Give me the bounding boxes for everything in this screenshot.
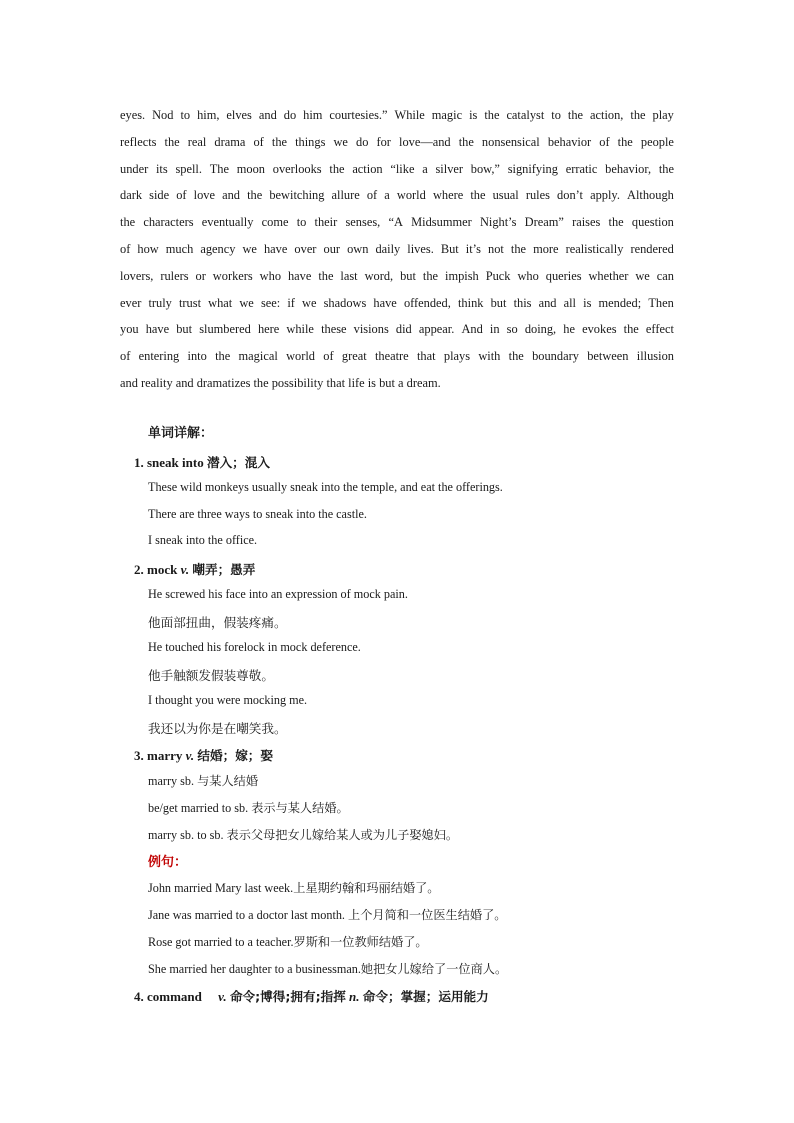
word: all <box>563 295 576 310</box>
word: last <box>340 268 358 283</box>
word: see: <box>260 295 281 310</box>
word: queries <box>545 268 582 283</box>
word: over <box>294 241 317 256</box>
word: the <box>120 215 136 230</box>
word: theatre <box>374 349 409 364</box>
word: reflects <box>120 134 157 149</box>
word: realistically <box>565 241 624 256</box>
word: not <box>488 241 504 256</box>
word: more <box>533 241 559 256</box>
word: things <box>295 134 326 149</box>
word: entering <box>138 349 180 364</box>
word: much <box>165 241 194 256</box>
example-translation: 他手触额发假装尊敬。 <box>148 668 274 683</box>
word: own <box>347 241 369 256</box>
word: elves <box>226 108 252 122</box>
word: shadows <box>323 295 367 310</box>
word: the <box>329 161 345 176</box>
word: and <box>538 295 557 310</box>
word: think <box>457 295 484 310</box>
entry-meaning: 潜入；混入 <box>206 455 270 470</box>
word: or <box>195 268 206 283</box>
example-sentence: John married Mary last week.上星期约翰和玛丽结婚了。 <box>148 881 440 895</box>
vocab-entry-heading <box>134 745 273 764</box>
word: the <box>470 188 486 203</box>
word: our <box>323 241 341 256</box>
word: the <box>422 268 439 283</box>
word: what <box>208 295 233 310</box>
body-paragraph <box>120 102 674 397</box>
word: we <box>635 268 650 283</box>
word: workers <box>212 268 253 283</box>
word: don’t <box>557 188 583 203</box>
word: spell. <box>175 161 202 176</box>
word: “like <box>390 161 415 176</box>
paragraph-line <box>120 236 674 263</box>
word: have <box>373 295 397 310</box>
word: can <box>656 268 674 283</box>
entry-number: 3. <box>134 748 144 763</box>
word: behavior, <box>605 161 652 176</box>
entry-word: command <box>147 989 202 1004</box>
word: the <box>215 349 231 364</box>
word: of <box>599 134 610 149</box>
word: have <box>263 241 288 256</box>
word: do <box>356 134 369 149</box>
word: here <box>257 322 280 337</box>
paragraph-line <box>120 129 674 156</box>
example-sentence: I sneak into the office. <box>148 533 258 547</box>
word: for <box>376 134 391 149</box>
word: Midsummer <box>411 215 472 230</box>
word: great <box>341 349 367 364</box>
entry-number: 4. <box>134 989 144 1004</box>
example-sentence: He screwed his face into an expression of mock pain. <box>148 587 408 601</box>
word: “A <box>388 215 403 230</box>
word: have <box>287 268 312 283</box>
word: Dream” <box>524 215 564 230</box>
word: boundary <box>532 349 579 364</box>
example-label: 例句： <box>148 855 188 870</box>
word: while <box>286 322 314 337</box>
word: the <box>458 134 474 149</box>
word: people <box>640 134 674 149</box>
word: these <box>321 322 347 337</box>
vocab-entry-heading <box>134 452 270 471</box>
word: under <box>120 161 149 176</box>
word: the <box>567 108 584 122</box>
word: in <box>489 322 500 337</box>
word: the <box>271 134 288 149</box>
word: come <box>261 215 289 230</box>
word: Puck <box>485 268 511 283</box>
word: a <box>422 161 428 176</box>
word: it’s <box>465 241 481 256</box>
example-sentence: She married her daughter to a businessman.她把女儿嫁给了一位商人。 <box>148 962 508 976</box>
example-translation: 我还以为你是在嘲笑我。 <box>148 721 287 736</box>
word: action, <box>590 108 624 122</box>
word: he <box>563 322 575 337</box>
entry-word: sneak into <box>147 455 204 470</box>
entry-meaning: 嘲弄；愚弄 <box>192 562 256 577</box>
word: into <box>187 349 207 364</box>
entry-pos-2: n. <box>349 989 360 1004</box>
word: truly <box>148 295 172 310</box>
word: the <box>164 134 180 149</box>
word: rules <box>525 188 550 203</box>
word: Night’s <box>479 215 517 230</box>
word: daily <box>375 241 401 256</box>
word: mended; <box>598 295 642 310</box>
paragraph-line <box>120 263 674 290</box>
word: of <box>323 349 334 364</box>
entry-meaning: 结婚；嫁；娶 <box>197 748 273 763</box>
word: how <box>137 241 159 256</box>
word: but <box>490 295 507 310</box>
example-sentence: He touched his forelock in mock deference. <box>148 640 361 654</box>
word: erratic <box>565 161 598 176</box>
word: world <box>286 349 315 364</box>
word: to <box>180 108 191 122</box>
paragraph-line <box>120 316 674 343</box>
word: play <box>652 108 674 122</box>
word: the <box>630 108 646 122</box>
word: the <box>617 134 633 149</box>
word: him, <box>197 108 220 122</box>
example-sentence: There are three ways to sneak into the castle. <box>148 507 367 521</box>
word: the <box>484 108 500 122</box>
word: the <box>623 322 639 337</box>
entry-pos: v. <box>218 989 227 1004</box>
word: the <box>318 268 334 283</box>
word: bow,” <box>470 161 500 176</box>
paragraph-line <box>120 209 674 236</box>
word: have <box>145 322 170 337</box>
word: eventually <box>201 215 254 230</box>
word: so <box>506 322 518 337</box>
word: side <box>149 188 170 203</box>
word: question <box>631 215 674 230</box>
word: world <box>396 188 426 203</box>
word: do <box>283 108 297 122</box>
word: the <box>508 349 524 364</box>
usage-line: marry sb. 与某人结婚 <box>148 774 259 788</box>
word: between <box>587 349 629 364</box>
word: drama <box>214 134 246 149</box>
word: silver <box>435 161 464 176</box>
word: word, <box>364 268 394 283</box>
paragraph-line-last: and reality and dramatizes the possibility that life is but a dream. <box>120 375 441 390</box>
word: real <box>187 134 207 149</box>
word: visions <box>353 322 389 337</box>
word: senses, <box>345 215 381 230</box>
word: whether <box>588 268 629 283</box>
usage-line: be/get married to sb. 表示与某人结婚。 <box>148 801 349 815</box>
word: love—and <box>399 134 451 149</box>
word: offended, <box>403 295 451 310</box>
word: moon <box>236 161 265 176</box>
word: their <box>314 215 338 230</box>
word: Although <box>627 188 674 203</box>
word: characters <box>143 215 194 230</box>
word: behavior <box>547 134 592 149</box>
word: Then <box>648 295 674 310</box>
usage-line: marry sb. to sb. 表示父母把女儿嫁给某人或为儿子娶媳妇。 <box>148 828 459 842</box>
paragraph-line <box>120 156 674 183</box>
word: apply. <box>590 188 620 203</box>
word: the <box>658 161 674 176</box>
entry-pos: v. <box>185 748 195 763</box>
word: catalyst <box>506 108 545 122</box>
word: appear. <box>418 322 455 337</box>
word: is <box>469 108 478 122</box>
word: where <box>432 188 464 203</box>
paragraph-line <box>120 102 674 129</box>
word: of <box>366 188 378 203</box>
word: love <box>193 188 215 203</box>
word: action <box>352 161 383 176</box>
word: that <box>416 349 436 364</box>
word: is <box>583 295 592 310</box>
word: we <box>302 295 317 310</box>
word: its <box>155 161 168 176</box>
word: magic <box>431 108 463 122</box>
word: courtesies.” <box>329 108 388 122</box>
paragraph-line <box>120 182 674 209</box>
word: plays <box>443 349 471 364</box>
word: While <box>394 108 425 122</box>
example-sentence: I thought you were mocking me. <box>148 693 308 707</box>
word: effect <box>645 322 674 337</box>
word: who <box>259 268 282 283</box>
entry-pos: v. <box>180 562 190 577</box>
word: ever <box>120 295 142 310</box>
word: you <box>120 322 139 337</box>
word: nonsensical <box>481 134 540 149</box>
word: rendered <box>630 241 674 256</box>
word: signifying <box>507 161 558 176</box>
word: lovers, <box>120 268 154 283</box>
word: if <box>287 295 295 310</box>
word: magical <box>238 349 278 364</box>
vocab-entry-heading <box>134 559 255 578</box>
word: bewitching <box>269 188 325 203</box>
entry-word: mock <box>147 562 178 577</box>
example-translation: 他面部扭曲，假装疼痛。 <box>148 615 287 630</box>
entry-number: 1. <box>134 455 144 470</box>
word: the <box>510 241 527 256</box>
paragraph-line <box>120 343 674 370</box>
word: and <box>258 108 277 122</box>
word: And <box>461 322 483 337</box>
example-sentence: These wild monkeys usually sneak into the temple, and eat the offerings. <box>148 480 503 494</box>
word: doing, <box>524 322 557 337</box>
word: dark <box>120 188 143 203</box>
entry-number: 2. <box>134 562 144 577</box>
example-sentence: Rose got married to a teacher.罗斯和一位教师结婚了。 <box>148 935 428 949</box>
entry-meaning: 命令;博得;拥有;指挥 <box>229 989 346 1004</box>
word: of <box>120 241 131 256</box>
word: a <box>384 188 390 203</box>
word: impish <box>445 268 479 283</box>
word: we <box>239 295 254 310</box>
word: to <box>296 215 307 230</box>
word: usual <box>492 188 519 203</box>
word: But <box>440 241 459 256</box>
word: The <box>209 161 229 176</box>
example-sentence: Jane was married to a doctor last month. 上个月简和一位医生结婚了。 <box>148 908 507 922</box>
vocab-entry-heading <box>134 986 489 1005</box>
word: but <box>400 268 416 283</box>
word: to <box>551 108 561 122</box>
word: agency <box>200 241 236 256</box>
word: evokes <box>582 322 617 337</box>
word: we <box>242 241 257 256</box>
word: the <box>247 188 263 203</box>
word: illusion <box>636 349 674 364</box>
entry-meaning-2: 命令；掌握；运用能力 <box>362 989 489 1004</box>
word: with <box>478 349 501 364</box>
word: who <box>517 268 539 283</box>
word: rulers <box>160 268 189 283</box>
word: this <box>513 295 532 310</box>
word: and <box>222 188 240 203</box>
word: lives. <box>407 241 434 256</box>
word: of <box>120 349 131 364</box>
vocab-title: 单词详解： <box>148 426 214 441</box>
word: eyes. <box>120 108 146 122</box>
entry-word: marry <box>147 748 183 763</box>
word: we <box>333 134 348 149</box>
paragraph-line <box>120 290 674 317</box>
word: him <box>303 108 323 122</box>
word: of <box>176 188 187 203</box>
word: but <box>176 322 193 337</box>
word: overlooks <box>272 161 322 176</box>
word: Nod <box>152 108 174 122</box>
word: did <box>395 322 412 337</box>
word: allure <box>331 188 360 203</box>
word: raises <box>572 215 601 230</box>
word: the <box>608 215 624 230</box>
word: trust <box>178 295 202 310</box>
word: slumbered <box>199 322 251 337</box>
word: of <box>253 134 264 149</box>
